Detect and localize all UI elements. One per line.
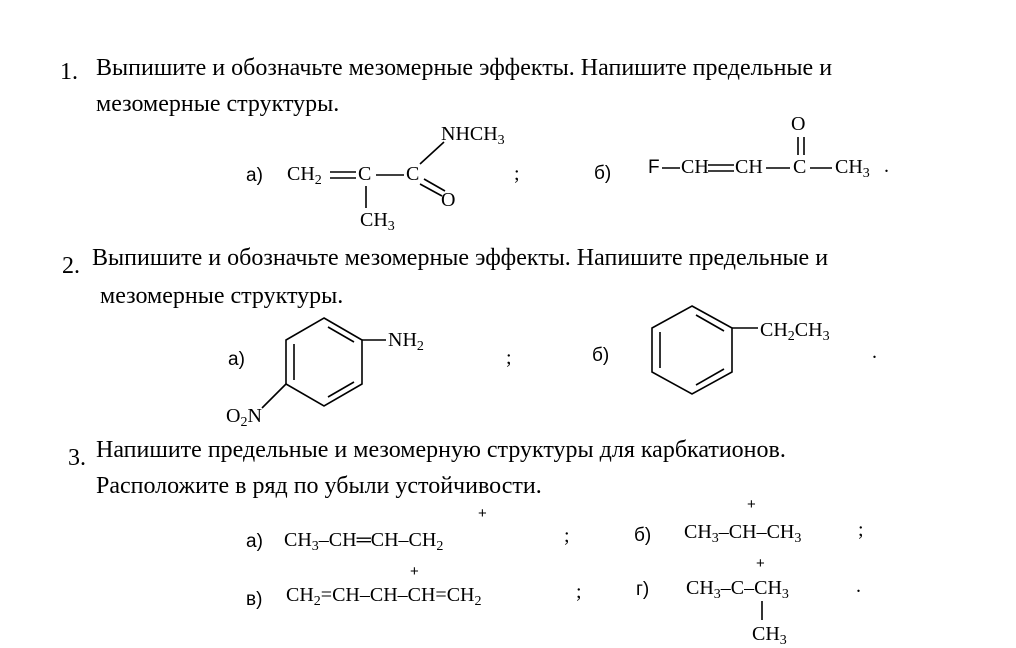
period-3g: . [856, 575, 861, 597]
task-3-line-2: Расположите в ряд по убыли устойчивости. [96, 473, 542, 499]
1b-fluorine: F [648, 157, 660, 178]
semicolon-3b: ; [858, 519, 864, 541]
label-1b: б) [594, 163, 612, 184]
label-1a: а) [246, 165, 263, 186]
label-3b: б) [634, 525, 652, 546]
1b-ch3: $CH_3$ [835, 156, 870, 181]
label-3v: в) [246, 589, 263, 610]
period-2b: . [872, 341, 877, 363]
1b-oxygen: O [791, 113, 806, 135]
1a-ch2: $CH_2$ [287, 163, 322, 188]
3b-plus: + [747, 496, 756, 513]
2b-inner-bond-2 [696, 369, 724, 385]
2a-o2n: $O_2N$ [226, 405, 262, 430]
1a-carbon-2: C [406, 163, 420, 185]
semicolon-1a: ; [514, 163, 520, 185]
semicolon-3a: ; [564, 525, 570, 547]
2a-nh2: $NH_2$ [388, 329, 424, 354]
3g-plus: + [756, 555, 765, 572]
3v-plus: + [410, 563, 419, 580]
task-3-number: 3. [68, 445, 86, 471]
period-1b: . [884, 155, 889, 177]
1a-oxygen: O [441, 189, 456, 211]
3v-formula: $CH_2=CH-CH-CH=CH_2$ [286, 584, 482, 609]
2b-inner-bond-1 [696, 315, 724, 331]
task-1-line-1: Выпишите и обозначьте мезомерные эффекты. Напишите предельные и [96, 55, 833, 81]
semicolon-2a: ; [506, 347, 512, 369]
2a-inner-bond-1 [328, 327, 354, 342]
task-2-line-2: мезомерные структуры. [100, 283, 344, 309]
1a-nhch3: $NHCH_3$ [441, 123, 505, 148]
1b-ch-2: CH [735, 156, 763, 178]
3g-ch3-bottom: $CH_3$ [752, 623, 787, 648]
task-3-line-1: Напишите предельные и мезомерную структуры для карбкатионов. [96, 437, 786, 463]
3a-plus: + [478, 505, 487, 522]
1a-carbonyl-bond-2 [424, 179, 445, 191]
2a-no2-bond [262, 384, 286, 408]
label-2a: а) [228, 349, 245, 370]
2a-inner-bond-2 [328, 382, 354, 397]
task-1-line-2: мезомерные структуры. [96, 91, 340, 117]
task-1-number: 1. [60, 59, 78, 85]
2b-benzene-ring [652, 306, 732, 394]
2a-benzene-ring [286, 318, 362, 406]
1b-carbonyl-carbon: C [793, 156, 807, 178]
label-2b: б) [592, 345, 610, 366]
label-3a: а) [246, 531, 263, 552]
1a-amide-n-bond [420, 142, 444, 164]
2b-ethyl: $CH_2CH_3$ [760, 319, 830, 344]
1b-ch-1: CH [681, 156, 709, 178]
1a-ch3: $CH_3$ [360, 209, 395, 234]
semicolon-3v: ; [576, 581, 582, 603]
task-2-line-1: Выпишите и обозначьте мезомерные эффекты. Напишите предельные и [92, 245, 829, 271]
1a-carbonyl-bond-1 [420, 184, 442, 196]
task-2-number: 2. [62, 253, 80, 279]
1a-carbon-1: C [358, 163, 372, 185]
label-3g: г) [636, 579, 650, 600]
3b-formula: $CH_3-CH-CH_3$ [684, 521, 802, 546]
3a-formula: $CH_3-CH═CH-CH_2$ [284, 529, 444, 554]
3g-formula: $CH_3-C-CH_3$ [686, 577, 789, 602]
